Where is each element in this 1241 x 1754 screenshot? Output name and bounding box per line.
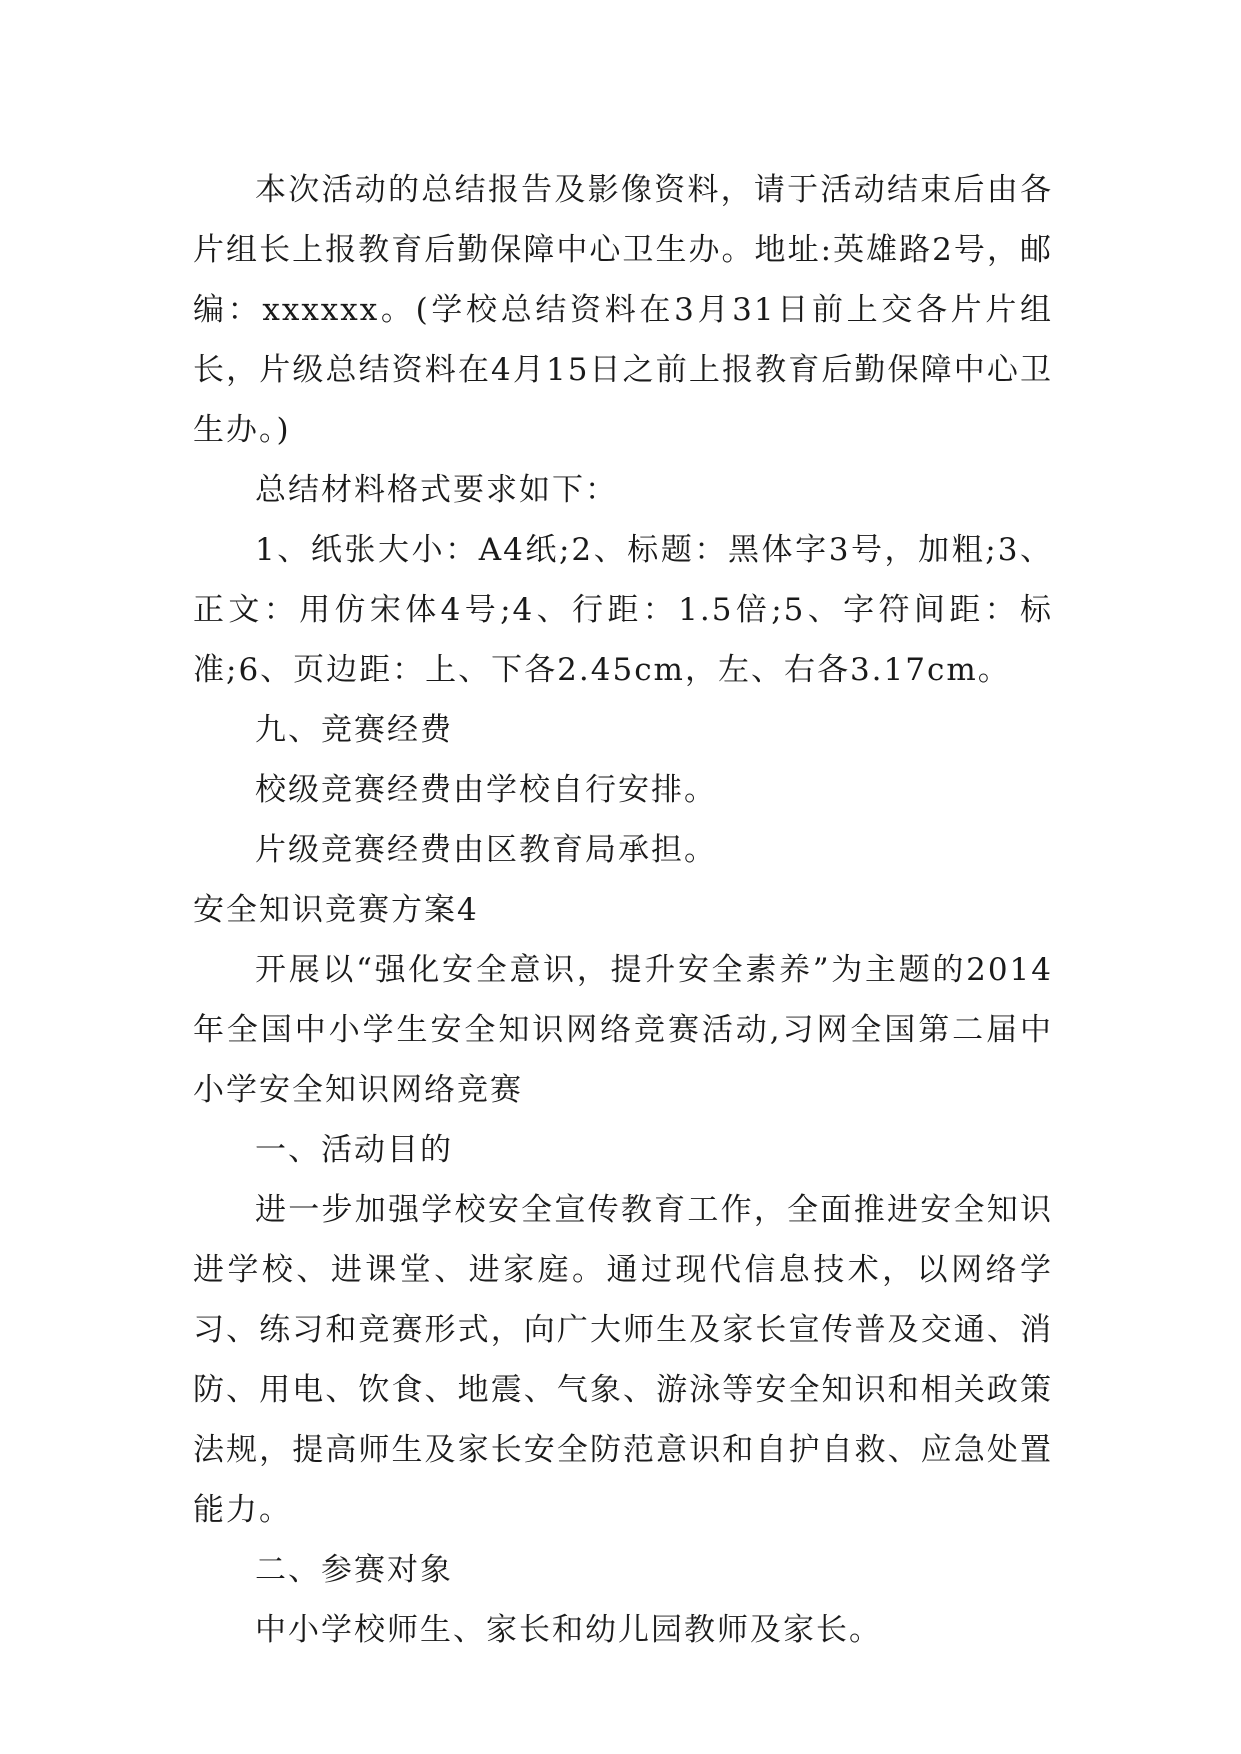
section-heading-purpose: 一、活动目的 — [255, 1132, 453, 1168]
paragraph-district-funding: 片级竞赛经费由区教育局承担。 — [255, 832, 717, 868]
paragraph-format-intro: 总结材料格式要求如下： — [255, 472, 618, 508]
paragraph-summary-report: 本次活动的总结报告及影像资料，请于活动结束后由各片组长上报教育后勤保障中心卫生办。地址:英雄路2号，邮编：xxxxxx。(学校总结资料在3月31日前上交各片片组长，片级总结资料在4月15日之前上报教育后勤保障中心卫生办。) — [193, 172, 1053, 448]
document-body — [193, 160, 1053, 1660]
paragraph-school-funding: 校级竞赛经费由学校自行安排。 — [255, 772, 717, 808]
paragraph-format-rules: 1、纸张大小：A4纸;2、标题：黑体字3号，加粗;3、正文：用仿宋体4号;4、行距：1.5倍;5、字符间距：标准;6、页边距：上、下各2.45cm，左、右各3.17cm。 — [193, 532, 1053, 688]
section-heading-participants: 二、参赛对象 — [255, 1552, 453, 1588]
paragraph-purpose: 进一步加强学校安全宣传教育工作，全面推进安全知识进学校、进课堂、进家庭。通过现代信息技术，以网络学习、练习和竞赛形式，向广大师生及家长宣传普及交通、消防、用电、饮食、地震、气象、游泳等安全知识和相关政策法规，提高师生及家长安全防范意识和自护自救、应急处置能力。 — [193, 1192, 1053, 1528]
paragraph-participants: 中小学校师生、家长和幼儿园教师及家长。 — [255, 1612, 882, 1648]
paragraph-plan-intro: 开展以“强化安全意识，提升安全素养”为主题的2014年全国中小学生安全知识网络竞赛活动,习网全国第二届中小学安全知识网络竞赛 — [193, 952, 1053, 1108]
plan-title: 安全知识竞赛方案4 — [193, 892, 479, 928]
section-heading-funding: 九、竞赛经费 — [255, 712, 453, 748]
